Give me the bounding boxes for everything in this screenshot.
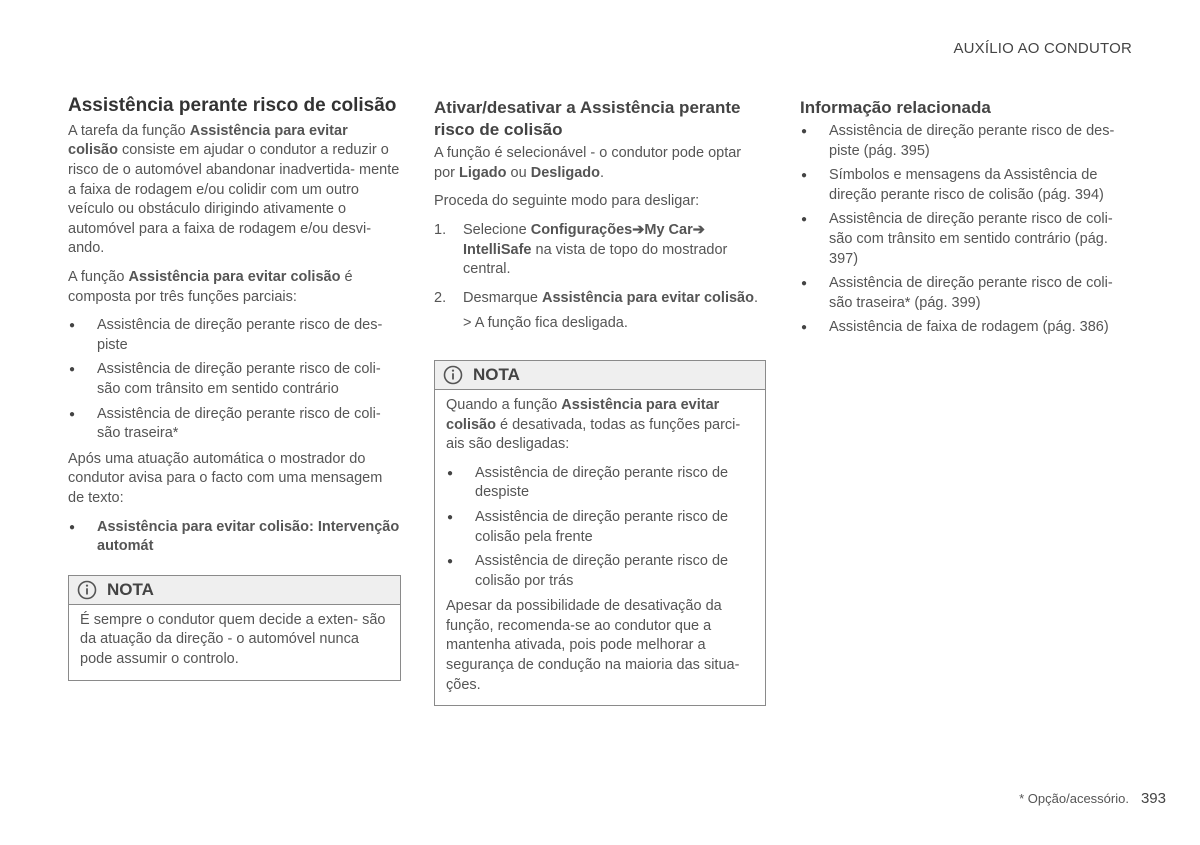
menu-my-car: My Car xyxy=(644,221,693,238)
related-links-list xyxy=(800,122,1132,338)
list-item: ● Assistência de direção perante risco de coli- são traseira* xyxy=(68,405,401,444)
driver-display-message: Assistência para evitar colisão: Intervenção automát xyxy=(97,518,400,555)
step-result: > A função fica desligada. xyxy=(463,315,628,332)
list-item: ● Assistência de direção perante risco de colisão pela frente xyxy=(446,508,754,547)
page-footer xyxy=(1019,790,1166,807)
section-title: Assistência perante risco de colisão xyxy=(68,95,397,116)
column-activate-deactivate xyxy=(434,95,766,706)
step-item: 1. Selecione Configurações➔My Car➔ IntelliSafe na vista de topo do mostrador central. xyxy=(434,221,728,278)
proceed-paragraph: Proceda do seguinte modo para desligar: xyxy=(434,193,700,210)
step-number: 1. xyxy=(434,221,447,238)
note-box xyxy=(68,575,401,681)
steps-list xyxy=(434,221,766,308)
related-link[interactable]: ● Assistência de faixa de rodagem (pág. 386) xyxy=(800,318,1132,338)
column-related-info xyxy=(800,95,1132,344)
step-item: 2. Desmarque Assistência para evitar colisão. xyxy=(434,289,766,309)
selectable-paragraph: A função é selecionável - o condutor pode optar por Ligado ou Desligado. xyxy=(434,145,742,181)
list-item: ● Assistência de direção perante risco de colisão por trás xyxy=(446,552,754,591)
note-header xyxy=(435,361,765,390)
related-link[interactable]: ● Símbolos e mensagens da Assistência de direção perante risco de colisão (pág. 394) xyxy=(800,166,1132,205)
related-link[interactable]: ● Assistência de direção perante risco de coli- são traseira* (pág. 399) xyxy=(800,274,1132,313)
note-body xyxy=(69,605,400,680)
note-title: NOTA xyxy=(473,364,520,384)
section-title: Ativar/desativar a Assistência perante risco de colisão xyxy=(434,98,741,140)
composition-paragraph: A função Assistência para evitar colisão é composta por três funções parciais: xyxy=(68,269,353,305)
list-item: ● Assistência de direção perante risco de coli- são com trânsito em sentido contrário xyxy=(68,360,401,399)
intro-paragraph: A tarefa da função Assistência para evitar colisão consiste em ajudar o condutor a reduzir o risco de o automóvel abandonar inadvertida- mente a faixa de rodagem e/ou colidir com um outro veículo ou obstáculo dirigindo ativamente o automóvel para a faixa de rodagem e/ou desvi- ando. xyxy=(68,122,400,257)
message-list xyxy=(68,518,401,557)
list-item xyxy=(68,518,401,557)
note-closing: Apesar da possibilidade de desativação da função, recomenda-se ao condutor que a mantenha ativada, pois pode melhorar a segurança de condução na maioria das situa- ções. xyxy=(446,598,740,693)
note-title: NOTA xyxy=(107,579,154,599)
subfunction-list xyxy=(68,316,401,444)
section-title: Informação relacionada xyxy=(800,98,991,117)
footnote: * Opção/acessório. xyxy=(1019,791,1129,806)
arrow-right-icon: ➔ xyxy=(632,221,645,238)
note-list xyxy=(446,464,754,592)
note-box xyxy=(434,360,766,706)
page-number: 393 xyxy=(1140,790,1166,807)
note-intro: Quando a função Assistência para evitar colisão é desativada, todas as funções parci- ais são desligadas: xyxy=(446,396,741,453)
arrow-right-icon: ➔ xyxy=(692,221,705,238)
column-collision-assist xyxy=(68,95,401,681)
menu-configuracoes: Configurações xyxy=(530,221,633,238)
step-number: 2. xyxy=(434,289,447,306)
info-icon xyxy=(443,365,463,385)
section-header: AUXÍLIO AO CONDUTOR xyxy=(953,40,1132,57)
menu-intellisafe: IntelliSafe xyxy=(463,241,532,258)
after-activation-paragraph: Após uma atuação automática o mostrador do condutor avisa para o facto com uma mensagem de texto: xyxy=(68,450,383,506)
list-item: ● Assistência de direção perante risco de des- piste xyxy=(68,316,401,355)
related-link[interactable]: ● Assistência de direção perante risco de des- piste (pág. 395) xyxy=(800,122,1132,161)
info-icon xyxy=(77,580,97,600)
related-link[interactable]: ● Assistência de direção perante risco de coli- são com trânsito em sentido contrário (pág. 397) xyxy=(800,210,1132,269)
list-item: ● Assistência de direção perante risco de despiste xyxy=(446,464,754,503)
note-text: É sempre o condutor quem decide a exten- são da atuação da direção - o automóvel nunca pode assumir o controlo. xyxy=(80,611,386,667)
note-header xyxy=(69,576,400,605)
note-body xyxy=(435,390,765,705)
